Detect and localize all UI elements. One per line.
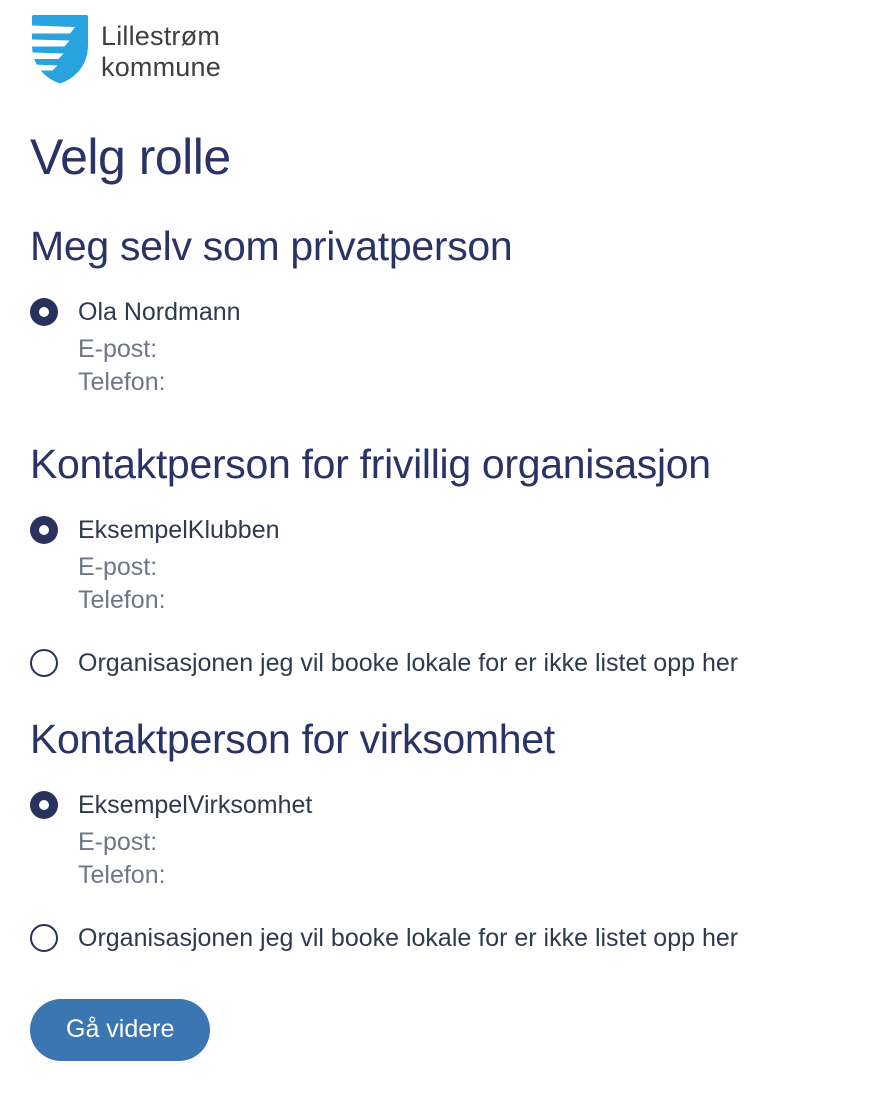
radio-selected-icon[interactable] (30, 516, 58, 544)
option-label[interactable]: Ola Nordmann (78, 298, 241, 327)
option-body (78, 790, 312, 892)
option-details (78, 551, 280, 617)
logo-text (101, 14, 221, 83)
option-label[interactable]: Organisasjonen jeg vil booke lokale for er ikke listet opp her (78, 649, 739, 678)
option-details (78, 333, 241, 399)
radio-unselected-icon[interactable] (30, 924, 58, 952)
lillestrom-shield-icon (30, 14, 90, 84)
continue-button[interactable]: Gå videre (30, 999, 210, 1061)
option-body (78, 648, 738, 678)
logo-line2: kommune (101, 52, 221, 82)
radio-option-eksempelvirksomhet[interactable] (30, 790, 862, 892)
option-label[interactable]: EksempelKlubben (78, 516, 280, 545)
radio-option-org-not-listed-virksomhet[interactable] (30, 923, 862, 953)
logo-line1: Lillestrøm (101, 21, 221, 51)
option-label[interactable]: EksempelVirksomhet (78, 791, 313, 820)
email-detail: E-post: (78, 553, 158, 582)
option-details (78, 826, 312, 892)
radio-selected-icon[interactable] (30, 298, 58, 326)
radio-unselected-icon[interactable] (30, 649, 58, 677)
radio-option-ola-nordmann[interactable] (30, 297, 862, 399)
radio-option-org-not-listed-frivillig[interactable] (30, 648, 862, 678)
section-heading-virksomhet: Kontaktperson for virksomhet (30, 716, 555, 763)
phone-detail: Telefon: (78, 586, 166, 615)
section-heading-privatperson: Meg selv som privatperson (30, 223, 513, 269)
page-title: Velg rolle (30, 129, 231, 185)
option-label[interactable]: Organisasjonen jeg vil booke lokale for er ikke listet opp her (78, 924, 739, 953)
phone-detail: Telefon: (78, 861, 166, 890)
radio-option-eksempelklubben[interactable] (30, 515, 862, 617)
phone-detail: Telefon: (78, 368, 166, 397)
section-heading-frivillig-organisasjon: Kontaktperson for frivillig organisasjon (30, 441, 711, 488)
radio-selected-icon[interactable] (30, 791, 58, 819)
app-logo[interactable] (30, 14, 862, 84)
option-body (78, 515, 280, 617)
option-body (78, 297, 241, 399)
email-detail: E-post: (78, 335, 158, 364)
option-body (78, 923, 738, 953)
email-detail: E-post: (78, 828, 158, 857)
